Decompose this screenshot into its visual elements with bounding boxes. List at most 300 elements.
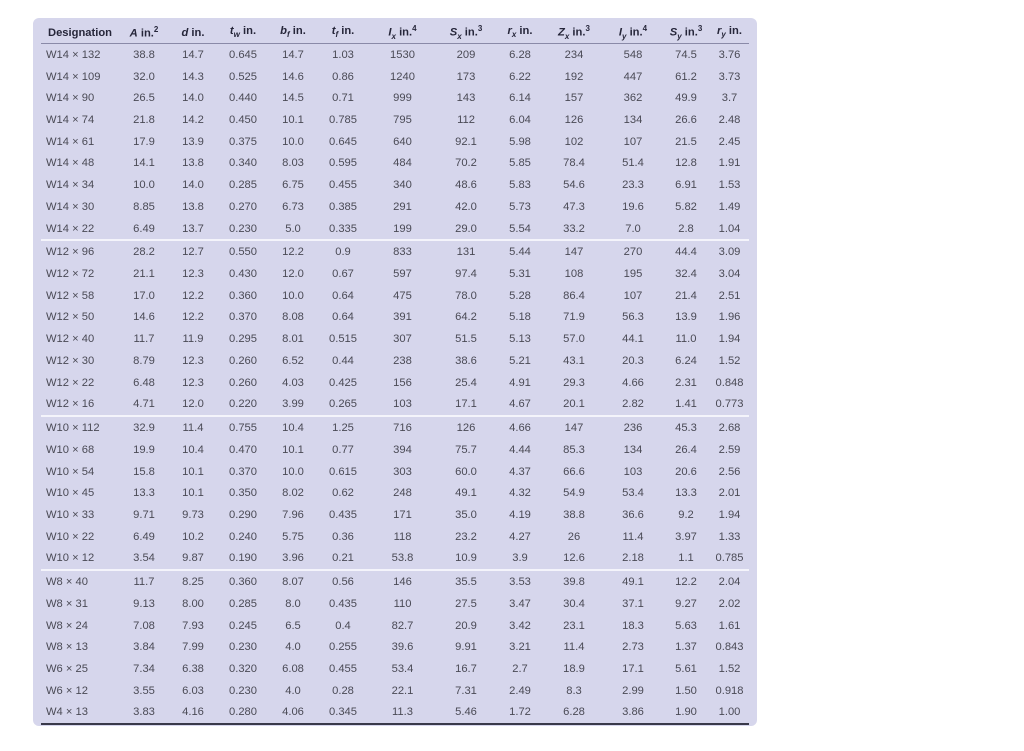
- value-cell: 0.255: [329, 641, 357, 654]
- value-cell: 17.1: [436, 394, 496, 417]
- value-cell: 2.31: [675, 376, 697, 389]
- value-cell: 5.31: [509, 268, 531, 281]
- column-header: [436, 22, 496, 44]
- value-cell: 11.3: [369, 702, 436, 725]
- column-subscript: y: [677, 31, 682, 41]
- value-cell: 0.550: [229, 246, 257, 259]
- value-cell: 5.63: [675, 619, 697, 632]
- table-row: [41, 680, 749, 702]
- value-cell: 3.73: [718, 70, 741, 83]
- value-cell: 307: [393, 333, 412, 346]
- value-cell: 0.62: [332, 487, 354, 500]
- value-cell: 21.5: [675, 135, 697, 148]
- value-cell: 4.66: [509, 422, 531, 435]
- column-subscript: f: [287, 30, 290, 40]
- value-cell: 8.3: [566, 684, 582, 697]
- value-cell: 0.455: [329, 662, 357, 675]
- value-cell: 362: [623, 92, 643, 105]
- value-cell: 110: [393, 597, 412, 610]
- value-cell: 6.04: [509, 114, 531, 127]
- table-header: [41, 22, 749, 44]
- designation-cell: W6 × 25: [46, 662, 88, 675]
- value-cell: 3.7: [721, 92, 738, 105]
- value-cell: 1.61: [718, 619, 741, 632]
- value-cell: 0.785: [710, 548, 749, 571]
- value-cell: 32.9: [133, 422, 155, 435]
- column-symbol: b: [280, 25, 287, 38]
- value-cell: 1.49: [718, 200, 741, 213]
- value-cell: 195: [623, 268, 643, 281]
- value-cell: 3.54: [119, 548, 169, 571]
- designation-cell: W14 × 132: [46, 48, 101, 61]
- value-cell: 11.9: [182, 333, 204, 346]
- value-cell: 38.8: [563, 508, 585, 521]
- value-cell: 126: [564, 114, 584, 127]
- value-cell: 12.0: [282, 268, 304, 281]
- value-cell: 236: [623, 422, 643, 435]
- value-cell: 32.0: [133, 70, 155, 83]
- value-cell: 38.8: [133, 48, 155, 61]
- value-cell: 5.54: [496, 218, 544, 241]
- value-cell: 7.31: [455, 684, 477, 697]
- table-row: [41, 307, 749, 329]
- value-cell: 48.6: [455, 179, 477, 192]
- value-cell: 0.285: [229, 179, 257, 192]
- value-cell: 19.9: [133, 443, 155, 456]
- value-cell: 49.1: [622, 576, 644, 589]
- value-cell: 75.7: [455, 443, 477, 456]
- value-cell: 5.18: [509, 311, 531, 324]
- value-cell: 8.03: [282, 157, 304, 170]
- column-unit: in.: [338, 25, 355, 38]
- value-cell: 11.4: [182, 422, 204, 435]
- value-cell: 12.6: [544, 548, 604, 571]
- value-cell: 1.41: [662, 394, 710, 417]
- value-cell: 0.375: [229, 135, 257, 148]
- table-row: [41, 394, 749, 417]
- designation-cell: W10 × 45: [46, 487, 95, 500]
- column-unit: in.: [239, 25, 257, 38]
- value-cell: 14.1: [133, 157, 155, 170]
- value-cell: 0.425: [329, 376, 357, 389]
- value-cell: 0.440: [229, 92, 257, 105]
- value-cell: 54.6: [563, 179, 585, 192]
- value-cell: 12.2: [675, 576, 697, 589]
- value-cell: 14.6: [282, 70, 304, 83]
- column-symbol: Z: [558, 26, 565, 39]
- value-cell: 35.5: [455, 576, 477, 589]
- value-cell: 12.2: [182, 311, 204, 324]
- value-cell: 0.71: [332, 92, 354, 105]
- value-cell: 13.3: [133, 487, 155, 500]
- value-cell: 4.67: [496, 394, 544, 417]
- value-cell: 12.7: [182, 246, 204, 259]
- table-row: [41, 526, 749, 548]
- value-cell: 13.8: [182, 157, 204, 170]
- value-cell: 7.96: [282, 508, 304, 521]
- table-row: [41, 504, 749, 526]
- value-cell: 11.4: [622, 530, 644, 543]
- value-cell: 13.9: [675, 311, 697, 324]
- designation-cell: W8 × 13: [46, 641, 88, 654]
- value-cell: 0.843: [715, 641, 744, 654]
- value-cell: 14.0: [182, 179, 204, 192]
- value-cell: 4.0: [285, 684, 301, 697]
- column-subscript: x: [391, 31, 396, 41]
- value-cell: 291: [393, 200, 412, 213]
- value-cell: 3.42: [509, 619, 531, 632]
- value-cell: 6.14: [509, 92, 531, 105]
- value-cell: 14.2: [182, 114, 204, 127]
- table-row: [41, 218, 749, 241]
- value-cell: 5.0: [269, 218, 317, 241]
- value-cell: 6.48: [133, 376, 155, 389]
- designation-cell: W14 × 74: [46, 114, 95, 127]
- value-cell: 102: [564, 135, 584, 148]
- value-cell: 7.0: [604, 218, 662, 241]
- value-cell: 2.8: [662, 218, 710, 241]
- value-cell: 2.18: [604, 548, 662, 571]
- column-header: [662, 22, 710, 44]
- table-row: [41, 702, 749, 725]
- value-cell: 17.0: [133, 289, 155, 302]
- value-cell: 3.96: [269, 548, 317, 571]
- value-cell: 0.785: [329, 114, 357, 127]
- value-cell: 0.773: [710, 394, 749, 417]
- value-cell: 0.370: [229, 311, 257, 324]
- value-cell: 303: [393, 465, 412, 478]
- value-cell: 53.4: [391, 662, 414, 675]
- value-cell: 4.06: [269, 702, 317, 725]
- column-symbol: S: [669, 26, 678, 39]
- value-cell: 97.4: [455, 268, 477, 281]
- value-cell: 8.02: [282, 487, 304, 500]
- value-cell: 5.44: [509, 246, 531, 259]
- column-superscript: 3: [477, 24, 483, 34]
- value-cell: 92.1: [455, 135, 477, 148]
- value-cell: 43.1: [563, 354, 585, 367]
- value-cell: 9.87: [169, 548, 217, 571]
- value-cell: 1.37: [675, 641, 697, 654]
- value-cell: 548: [623, 48, 643, 61]
- designation-cell: W8 × 31: [46, 597, 88, 610]
- table-row: [41, 153, 749, 175]
- value-cell: 103: [369, 394, 436, 417]
- value-cell: 0.430: [229, 268, 257, 281]
- header-row: [41, 22, 749, 44]
- designation-cell: W10 × 54: [46, 465, 95, 478]
- value-cell: 1.52: [718, 354, 741, 367]
- value-cell: 10.0: [282, 135, 304, 148]
- value-cell: 26.4: [675, 443, 697, 456]
- value-cell: 44.4: [675, 246, 697, 259]
- column-header: [496, 22, 544, 44]
- table-row: [41, 593, 749, 615]
- value-cell: 1.25: [332, 422, 354, 435]
- value-cell: 1530: [390, 48, 415, 61]
- value-cell: 8.0: [285, 597, 301, 610]
- value-cell: 8.85: [133, 200, 155, 213]
- value-cell: 173: [456, 70, 476, 83]
- value-cell: 11.7: [133, 576, 155, 589]
- value-cell: 4.44: [509, 443, 531, 456]
- value-cell: 26.6: [675, 114, 697, 127]
- value-cell: 11.4: [563, 641, 585, 654]
- value-cell: 2.49: [509, 684, 531, 697]
- designation-cell: W12 × 40: [46, 333, 95, 346]
- value-cell: 10.1: [282, 443, 304, 456]
- value-cell: 10.4: [182, 443, 204, 456]
- value-cell: 248: [393, 487, 412, 500]
- value-cell: 13.3: [675, 487, 697, 500]
- column-symbol: Designation: [47, 26, 113, 39]
- value-cell: 10.4: [282, 422, 304, 435]
- value-cell: 29.0: [436, 218, 496, 241]
- value-cell: 2.7: [512, 662, 528, 675]
- value-cell: 3.47: [509, 597, 531, 610]
- value-cell: 1.03: [332, 48, 354, 61]
- value-cell: 5.83: [509, 179, 531, 192]
- column-subscript: x: [564, 31, 570, 41]
- value-cell: 6.03: [182, 684, 204, 697]
- value-cell: 1.33: [718, 530, 741, 543]
- value-cell: 4.03: [282, 376, 304, 389]
- value-cell: 22.1: [391, 684, 414, 697]
- value-cell: 29.3: [563, 376, 585, 389]
- value-cell: 10.1: [282, 114, 304, 127]
- value-cell: 0.345: [317, 702, 369, 725]
- designation-cell: W12 × 50: [46, 311, 95, 324]
- table-row: [41, 109, 749, 131]
- value-cell: 0.320: [229, 662, 257, 675]
- value-cell: 20.6: [675, 465, 697, 478]
- value-cell: 6.24: [675, 354, 697, 367]
- value-cell: 8.00: [182, 597, 204, 610]
- value-cell: 5.98: [509, 135, 531, 148]
- value-cell: 78.4: [563, 157, 585, 170]
- value-cell: 107: [623, 289, 643, 302]
- value-cell: 3.86: [604, 702, 662, 725]
- value-cell: 13.8: [182, 200, 204, 213]
- value-cell: 4.37: [509, 465, 531, 478]
- value-cell: 21.8: [133, 114, 155, 127]
- value-cell: 4.27: [509, 530, 531, 543]
- value-cell: 12.3: [182, 354, 204, 367]
- value-cell: 6.28: [544, 702, 604, 725]
- value-cell: 5.28: [509, 289, 531, 302]
- column-unit: in.: [725, 25, 742, 38]
- value-cell: 27.5: [455, 597, 477, 610]
- designation-cell: W10 × 112: [46, 422, 100, 435]
- value-cell: 8.07: [282, 576, 304, 589]
- value-cell: 3.55: [133, 684, 155, 697]
- column-unit: in.: [395, 26, 413, 39]
- value-cell: 4.16: [169, 702, 217, 725]
- value-cell: 7.93: [182, 619, 204, 632]
- value-cell: 47.3: [563, 200, 585, 213]
- value-cell: 57.0: [563, 333, 585, 346]
- value-cell: 2.01: [718, 487, 741, 500]
- value-cell: 10.0: [282, 289, 304, 302]
- value-cell: 0.350: [229, 487, 257, 500]
- designation-cell: W8 × 40: [46, 576, 88, 589]
- value-cell: 44.1: [622, 333, 644, 346]
- value-cell: 131: [456, 246, 476, 259]
- column-subscript: f: [335, 30, 339, 40]
- value-cell: 999: [393, 92, 412, 105]
- value-cell: 4.71: [119, 394, 169, 417]
- value-cell: 5.13: [509, 333, 531, 346]
- value-cell: 0.295: [229, 333, 257, 346]
- value-cell: 7.99: [182, 641, 204, 654]
- value-cell: 833: [393, 246, 412, 259]
- value-cell: 7.08: [133, 619, 155, 632]
- column-unit: in.: [516, 25, 533, 38]
- value-cell: 0.525: [229, 70, 257, 83]
- value-cell: 1.1: [662, 548, 710, 571]
- column-unit: in.: [461, 26, 478, 39]
- value-cell: 38.6: [455, 354, 477, 367]
- value-cell: 85.3: [563, 443, 585, 456]
- column-symbol: S: [449, 26, 458, 39]
- table-row: [41, 350, 749, 372]
- column-header: [217, 22, 269, 44]
- value-cell: 6.52: [282, 354, 304, 367]
- column-subscript: x: [511, 30, 517, 40]
- value-cell: 0.385: [329, 200, 357, 213]
- value-cell: 14.5: [282, 92, 304, 105]
- column-subscript: y: [622, 31, 627, 41]
- value-cell: 209: [456, 48, 476, 61]
- value-cell: 134: [623, 443, 643, 456]
- value-cell: 0.64: [332, 311, 354, 324]
- value-cell: 0.9: [335, 246, 351, 259]
- properties-table-panel: [33, 18, 757, 726]
- value-cell: 0.21: [317, 548, 369, 571]
- value-cell: 42.0: [455, 200, 477, 213]
- value-cell: 13.7: [169, 218, 217, 241]
- value-cell: 0.56: [332, 576, 354, 589]
- value-cell: 147: [564, 246, 584, 259]
- value-cell: 394: [393, 443, 412, 456]
- table-body: [41, 44, 749, 725]
- value-cell: 112: [457, 114, 475, 127]
- value-cell: 20.3: [622, 354, 644, 367]
- table-row: [41, 615, 749, 637]
- value-cell: 51.4: [622, 157, 644, 170]
- value-cell: 0.515: [329, 333, 357, 346]
- value-cell: 5.46: [436, 702, 496, 725]
- value-cell: 4.91: [509, 376, 531, 389]
- value-cell: 0.455: [329, 179, 357, 192]
- column-symbol: I: [388, 26, 392, 39]
- value-cell: 0.450: [229, 114, 257, 127]
- value-cell: 23.1: [563, 619, 585, 632]
- value-cell: 19.6: [622, 200, 644, 213]
- column-symbol: t: [331, 25, 336, 38]
- column-unit: in.: [188, 26, 205, 39]
- table-row: [41, 416, 749, 439]
- value-cell: 2.51: [718, 289, 741, 302]
- value-cell: 32.4: [675, 268, 697, 281]
- table-row: [41, 372, 749, 394]
- value-cell: 192: [564, 70, 584, 83]
- value-cell: 33.2: [544, 218, 604, 241]
- value-cell: 9.2: [678, 508, 694, 521]
- value-cell: 12.0: [169, 394, 217, 417]
- value-cell: 3.53: [509, 576, 531, 589]
- value-cell: 0.220: [217, 394, 269, 417]
- value-cell: 9.73: [182, 508, 204, 521]
- value-cell: 484: [393, 157, 412, 170]
- value-cell: 12.3: [182, 376, 204, 389]
- value-cell: 5.21: [509, 354, 531, 367]
- column-header: [41, 22, 119, 44]
- value-cell: 1.04: [710, 218, 749, 241]
- value-cell: 8.01: [282, 333, 304, 346]
- column-superscript: 3: [697, 24, 703, 34]
- value-cell: 0.240: [229, 530, 257, 543]
- column-symbol: r: [717, 25, 722, 38]
- value-cell: 21.1: [133, 268, 155, 281]
- value-cell: 30.4: [563, 597, 585, 610]
- column-symbol: I: [618, 26, 623, 39]
- value-cell: 2.82: [604, 394, 662, 417]
- value-cell: 475: [393, 289, 412, 302]
- value-cell: 2.99: [622, 684, 644, 697]
- value-cell: 0.270: [229, 200, 257, 213]
- value-cell: 0.645: [329, 135, 357, 148]
- table-row: [41, 174, 749, 196]
- column-unit: in.: [289, 25, 306, 38]
- value-cell: 18.9: [563, 662, 585, 675]
- value-cell: 2.73: [622, 641, 644, 654]
- value-cell: 3.99: [269, 394, 317, 417]
- table-row: [41, 44, 749, 66]
- value-cell: 13.9: [182, 135, 204, 148]
- value-cell: 716: [393, 422, 412, 435]
- column-unit: in.: [569, 26, 586, 39]
- value-cell: 35.0: [455, 508, 477, 521]
- value-cell: 60.0: [455, 465, 477, 478]
- value-cell: 0.595: [329, 157, 357, 170]
- value-cell: 0.4: [335, 619, 351, 632]
- value-cell: 9.27: [675, 597, 697, 610]
- value-cell: 2.04: [718, 576, 741, 589]
- designation-cell: W12 × 96: [46, 246, 95, 259]
- value-cell: 16.7: [455, 662, 477, 675]
- value-cell: 1.52: [718, 662, 741, 675]
- w-shape-properties-table: [41, 22, 749, 725]
- value-cell: 6.38: [182, 662, 204, 675]
- value-cell: 0.230: [229, 641, 257, 654]
- designation-cell: W8 × 24: [46, 619, 88, 632]
- value-cell: 12.3: [182, 268, 204, 281]
- designation-cell: W10 × 68: [46, 443, 95, 456]
- value-cell: 70.2: [455, 157, 477, 170]
- value-cell: 1.96: [718, 311, 741, 324]
- value-cell: 56.3: [622, 311, 644, 324]
- value-cell: 147: [564, 422, 584, 435]
- value-cell: 1240: [390, 70, 415, 83]
- value-cell: 17.9: [133, 135, 155, 148]
- value-cell: 10.1: [182, 465, 204, 478]
- value-cell: 53.8: [369, 548, 436, 571]
- designation-cell: W6 × 12: [46, 684, 88, 697]
- value-cell: 3.83: [119, 702, 169, 725]
- value-cell: 0.190: [217, 548, 269, 571]
- value-cell: 0.67: [332, 268, 354, 281]
